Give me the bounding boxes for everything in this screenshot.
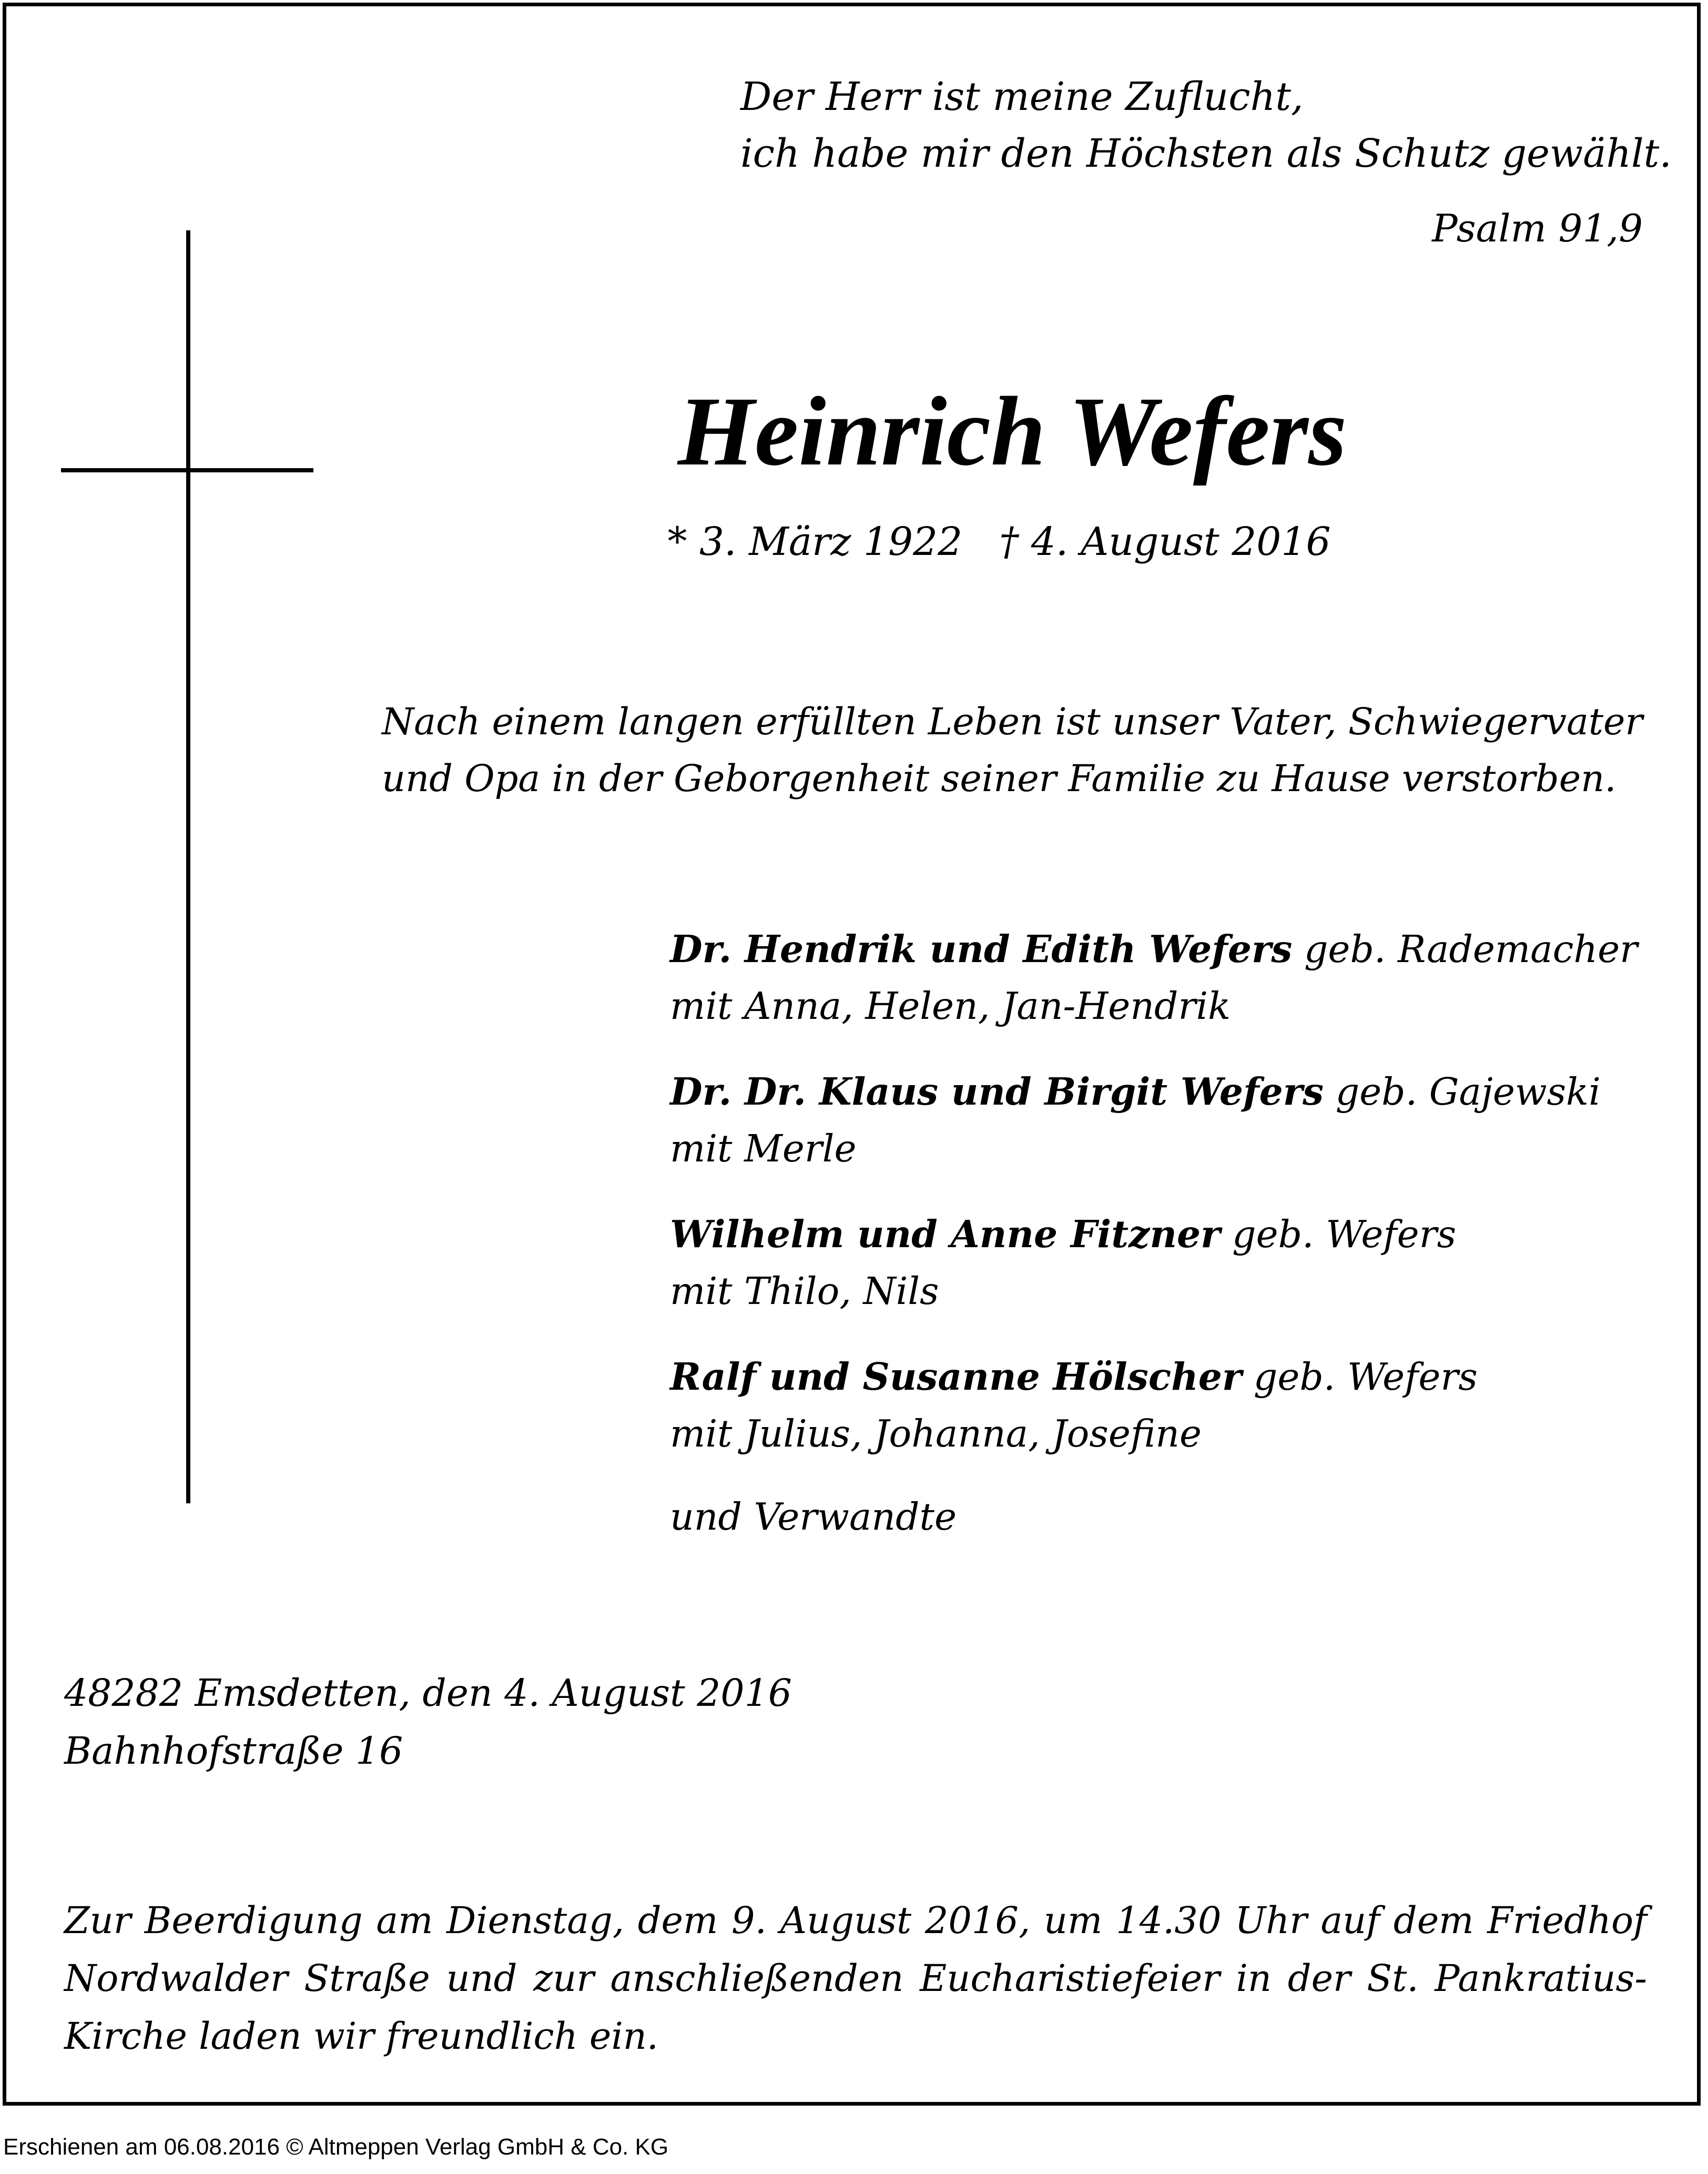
mourner-name-line (670, 921, 1638, 978)
mourner-children: mit Anna, Helen, Jan-Hendrik (670, 984, 1231, 1028)
address-block (64, 1664, 792, 1780)
mourner-entry (670, 1206, 1638, 1320)
funeral-invitation (64, 1892, 1647, 2065)
mourner-maiden-name: geb. Wefers (1232, 1212, 1457, 1256)
mourner-name: Wilhelm und Anne Fitzner (670, 1212, 1221, 1256)
mourner-entry (670, 921, 1638, 1035)
death-notice-line-1: Nach einem langen erfüllten Leben ist unser Vater, Schwiegervater (382, 700, 1643, 743)
bible-verse-line-2: ich habe mir den Höchsten als Schutz gewählt. (740, 131, 1672, 176)
death-notice (382, 693, 1643, 807)
mourner-children: mit Julius, Johanna, Josefine (670, 1412, 1202, 1455)
mourners-list (670, 921, 1638, 1491)
relatives-line: und Verwandte (670, 1495, 957, 1539)
mourner-entry (670, 1063, 1638, 1177)
mourner-name-line (670, 1206, 1638, 1263)
funeral-invitation-line-1: Zur Beerdigung am Dienstag, dem 9. August 2016, um 14.30 Uhr auf dem Friedhof (64, 1899, 1647, 1942)
mourner-entry (670, 1348, 1638, 1462)
bible-verse-source: Psalm 91,9 (1432, 206, 1643, 250)
mourner-name: Ralf und Susanne Hölscher (670, 1354, 1242, 1399)
mourner-name-line (670, 1063, 1638, 1120)
mourner-maiden-name: geb. Rademacher (1304, 927, 1638, 971)
deceased-name: Heinrich Wefers (677, 376, 1347, 486)
cross-icon-crossbar (61, 468, 313, 472)
place-and-date: 48282 Emsdetten, den 4. August 2016 (64, 1671, 792, 1715)
mourner-children: mit Merle (670, 1127, 857, 1170)
street-address: Bahnhofstraße 16 (64, 1729, 403, 1773)
publication-footer: Erschienen am 06.08.2016 © Altmeppen Verlag GmbH & Co. KG (3, 2134, 669, 2160)
mourner-name: Dr. Dr. Klaus und Birgit Wefers (670, 1069, 1324, 1114)
mourner-maiden-name: geb. Gajewski (1335, 1070, 1601, 1114)
bible-verse-line-1: Der Herr ist meine Zuflucht, (740, 74, 1304, 119)
mourner-name-line (670, 1348, 1638, 1405)
cross-icon (186, 230, 190, 1503)
funeral-invitation-line-2: Nordwalder Straße und zur anschließenden Eucharistiefeier in der St. Pankratius- (64, 1957, 1647, 2000)
life-dates (526, 513, 1472, 571)
birth-date: * 3. März 1922 (667, 519, 963, 564)
mourner-name: Dr. Hendrik und Edith Wefers (670, 927, 1293, 971)
mourner-maiden-name: geb. Wefers (1253, 1355, 1478, 1399)
bible-verse (740, 68, 1672, 182)
death-date: † 4. August 2016 (999, 519, 1331, 564)
funeral-invitation-line-3: Kirche laden wir freundlich ein. (64, 2015, 659, 2058)
death-notice-line-2: und Opa in der Geborgenheit seiner Familie zu Hause verstorben. (382, 757, 1616, 800)
mourner-children: mit Thilo, Nils (670, 1269, 939, 1313)
